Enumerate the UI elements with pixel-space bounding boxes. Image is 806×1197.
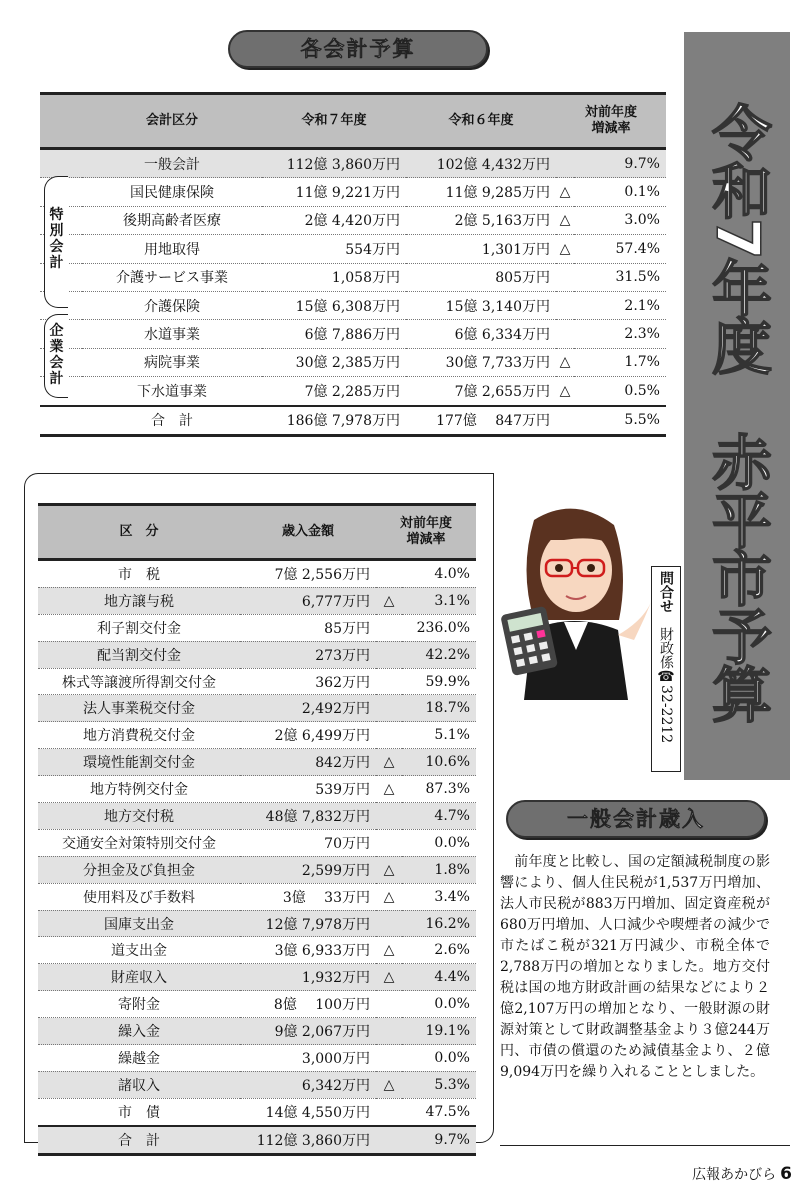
table-row xyxy=(38,668,476,695)
table-row xyxy=(38,722,476,749)
revenue-item: 配当割交付金 xyxy=(38,641,240,668)
decrease-mark: △ xyxy=(556,377,574,406)
decrease-mark xyxy=(376,641,402,668)
page-vertical-title: 令和7年度 赤平市予算 xyxy=(684,32,790,780)
contact-label: 問合せ xyxy=(658,571,674,613)
footer-rule xyxy=(500,1145,790,1146)
amount-r6: 6億 6,334万円 xyxy=(406,320,556,348)
table-row xyxy=(40,348,666,376)
revenue-item: 地方交付税 xyxy=(38,803,240,830)
decrease-mark: △ xyxy=(376,883,402,910)
revenue-amount: 273万円 xyxy=(240,641,376,668)
section-title-general-revenue: 一般会計歳入 xyxy=(506,800,766,838)
accounts-table xyxy=(40,92,666,437)
revenue-amount: 85万円 xyxy=(240,614,376,641)
special-accounts-bracket xyxy=(44,176,68,308)
header-r6: 令和６年度 xyxy=(406,94,556,149)
table-row xyxy=(40,178,666,206)
change-rate: 4.7% xyxy=(402,803,476,830)
special-accounts-label xyxy=(45,207,68,271)
header-category: 会計区分 xyxy=(82,94,262,149)
amount-r7: 6億 7,886万円 xyxy=(262,320,406,348)
table-row xyxy=(38,1045,476,1072)
decrease-mark xyxy=(376,1126,402,1154)
revenue-item: 法人事業税交付金 xyxy=(38,695,240,722)
account-name: 水道事業 xyxy=(82,320,262,348)
decrease-mark xyxy=(376,668,402,695)
revenue-amount: 112億 3,860万円 xyxy=(240,1126,376,1154)
revenue-amount: 2,599万円 xyxy=(240,856,376,883)
table-row xyxy=(38,964,476,991)
revenue-item: 交通安全対策特別交付金 xyxy=(38,829,240,856)
table-row xyxy=(40,263,666,291)
account-name: 後期高齢者医療 xyxy=(82,206,262,234)
decrease-mark xyxy=(556,291,574,319)
amount-r7: 15億 6,308万円 xyxy=(262,291,406,319)
amount-r6: 2億 5,163万円 xyxy=(406,206,556,234)
revenue-item: 使用料及び手数料 xyxy=(38,883,240,910)
table-row xyxy=(40,206,666,234)
decrease-mark xyxy=(556,406,574,436)
decrease-mark: △ xyxy=(376,776,402,803)
change-rate: 31.5% xyxy=(574,263,666,291)
amount-r7: 554万円 xyxy=(262,235,406,263)
change-rate: 0.0% xyxy=(402,829,476,856)
amount-r6: 7億 2,655万円 xyxy=(406,377,556,406)
decrease-mark: △ xyxy=(376,587,402,614)
bracket-char: 計 xyxy=(49,255,64,271)
header-rate: 対前年度 増減率 xyxy=(376,505,476,560)
table-row xyxy=(40,377,666,406)
change-rate: 59.9% xyxy=(402,668,476,695)
section-title-budgets: 各会計予算 xyxy=(228,30,488,68)
header-category: 区 分 xyxy=(38,505,240,560)
change-rate: 87.3% xyxy=(402,776,476,803)
table-row xyxy=(38,910,476,937)
change-rate: 18.7% xyxy=(402,695,476,722)
change-rate: 42.2% xyxy=(402,641,476,668)
revenue-item: 諸収入 xyxy=(38,1071,240,1098)
accounts-total-row xyxy=(40,406,666,436)
revenue-item: 地方特例交付金 xyxy=(38,776,240,803)
revenue-explanation-text: 前年度と比較し、国の定額減税制度の影響により、個人住民税が1,537万円増加、法人市民税が883万円増加、固定資産税が680万円増加、人口減少や喫煙者の減少で市たばこ税が321万円減少、市税全体で2,788万円の増加となりました。地方交付税は国の地方財政計画の結果などにより２億2,107万円の増加となり、一般財源の財源対策として財政調整基金より３億244万円、市債の償還のため減債基金より、２億9,094万円を繰り入れることとしました。 xyxy=(500,854,770,1080)
amount-r6: 30億 7,733万円 xyxy=(406,348,556,376)
change-rate: 1.7% xyxy=(574,348,666,376)
bracket-char: 特 xyxy=(49,207,64,223)
revenue-item: 市 税 xyxy=(38,560,240,588)
decrease-mark: △ xyxy=(376,749,402,776)
header-amount: 歳入金額 xyxy=(240,505,376,560)
revenue-item: 繰入金 xyxy=(38,1018,240,1045)
change-rate: 9.7% xyxy=(574,149,666,178)
amount-r6: 11億 9,285万円 xyxy=(406,178,556,206)
change-rate: 3.4% xyxy=(402,883,476,910)
amount-r7: 186億 7,978万円 xyxy=(262,406,406,436)
revenue-total-row xyxy=(38,1126,476,1154)
bracket-char: 会 xyxy=(49,355,64,371)
revenue-item: 市 債 xyxy=(38,1098,240,1125)
revenue-amount: 3億 33万円 xyxy=(240,883,376,910)
decrease-mark xyxy=(376,829,402,856)
account-name: 一般会計 xyxy=(82,149,262,178)
amount-r6: 1,301万円 xyxy=(406,235,556,263)
change-rate: 19.1% xyxy=(402,1018,476,1045)
revenue-amount: 14億 4,550万円 xyxy=(240,1098,376,1125)
table-row xyxy=(38,829,476,856)
revenue-table xyxy=(38,503,476,1156)
woman-with-calculator-illustration xyxy=(494,500,654,700)
revenue-amount: 3億 6,933万円 xyxy=(240,937,376,964)
row-spacer xyxy=(40,406,82,436)
bracket-char: 企 xyxy=(49,323,64,339)
revenue-amount: 539万円 xyxy=(240,776,376,803)
decrease-mark: △ xyxy=(376,964,402,991)
amount-r6: 805万円 xyxy=(406,263,556,291)
decrease-mark xyxy=(556,320,574,348)
revenue-item: 道支出金 xyxy=(38,937,240,964)
decrease-mark xyxy=(556,263,574,291)
change-rate: 16.2% xyxy=(402,910,476,937)
change-rate: 3.1% xyxy=(402,587,476,614)
table-row xyxy=(38,856,476,883)
table-row xyxy=(38,695,476,722)
accounts-header-row xyxy=(40,94,666,149)
change-rate: 2.1% xyxy=(574,291,666,319)
revenue-amount: 3,000万円 xyxy=(240,1045,376,1072)
revenue-item: 分担金及び負担金 xyxy=(38,856,240,883)
table-row xyxy=(40,291,666,319)
account-name: 介護サービス事業 xyxy=(82,263,262,291)
table-row xyxy=(38,1071,476,1098)
change-rate: 5.5% xyxy=(574,406,666,436)
amount-r7: 2億 4,420万円 xyxy=(262,206,406,234)
account-name: 介護保険 xyxy=(82,291,262,319)
revenue-item: 地方消費税交付金 xyxy=(38,722,240,749)
account-name: 病院事業 xyxy=(82,348,262,376)
revenue-amount: 12億 7,978万円 xyxy=(240,910,376,937)
change-rate: 4.4% xyxy=(402,964,476,991)
table-row xyxy=(38,641,476,668)
account-name: 国民健康保険 xyxy=(82,178,262,206)
table-row xyxy=(38,803,476,830)
header-rate: 対前年度 増減率 xyxy=(556,94,666,149)
account-name: 下水道事業 xyxy=(82,377,262,406)
enterprise-accounts-bracket xyxy=(44,314,68,398)
table-row xyxy=(38,1018,476,1045)
revenue-amount: 6,777万円 xyxy=(240,587,376,614)
change-rate: 1.8% xyxy=(402,856,476,883)
decrease-mark xyxy=(376,910,402,937)
revenue-amount: 1,932万円 xyxy=(240,964,376,991)
amount-r7: 112億 3,860万円 xyxy=(262,149,406,178)
decrease-mark xyxy=(376,722,402,749)
publication-name: 広報あかびら xyxy=(692,1167,777,1183)
amount-r7: 1,058万円 xyxy=(262,263,406,291)
contact-phone: 32-2212 xyxy=(658,685,674,744)
revenue-amount: 7億 2,556万円 xyxy=(240,560,376,588)
decrease-mark: △ xyxy=(556,178,574,206)
change-rate: 10.6% xyxy=(402,749,476,776)
table-row xyxy=(40,235,666,263)
table-row xyxy=(38,587,476,614)
revenue-item: 国庫支出金 xyxy=(38,910,240,937)
revenue-amount: 6,342万円 xyxy=(240,1071,376,1098)
change-rate: 3.0% xyxy=(574,206,666,234)
revenue-amount: 9億 2,067万円 xyxy=(240,1018,376,1045)
page-number: 6 xyxy=(780,1164,792,1184)
header-spacer xyxy=(40,94,82,149)
decrease-mark xyxy=(376,803,402,830)
change-rate: 47.5% xyxy=(402,1098,476,1125)
amount-r6: 102億 4,432万円 xyxy=(406,149,556,178)
contact-department: 財政係 xyxy=(658,627,674,669)
decrease-mark: △ xyxy=(556,348,574,376)
change-rate: 0.0% xyxy=(402,1045,476,1072)
revenue-amount: 842万円 xyxy=(240,749,376,776)
decrease-mark: △ xyxy=(376,937,402,964)
amount-r6: 15億 3,140万円 xyxy=(406,291,556,319)
revenue-item: 環境性能割交付金 xyxy=(38,749,240,776)
table-row xyxy=(38,937,476,964)
change-rate: 5.3% xyxy=(402,1071,476,1098)
revenue-item: 寄附金 xyxy=(38,991,240,1018)
change-rate: 5.1% xyxy=(402,722,476,749)
change-rate: 0.5% xyxy=(574,377,666,406)
table-row xyxy=(38,1098,476,1125)
decrease-mark xyxy=(376,991,402,1018)
decrease-mark xyxy=(376,560,402,588)
account-name: 合 計 xyxy=(82,406,262,436)
revenue-item: 合 計 xyxy=(38,1126,240,1154)
decrease-mark xyxy=(556,149,574,178)
change-rate: 0.0% xyxy=(402,991,476,1018)
bracket-char: 業 xyxy=(49,339,64,355)
amount-r7: 30億 2,385万円 xyxy=(262,348,406,376)
footer xyxy=(692,1164,792,1184)
revenue-amount: 70万円 xyxy=(240,829,376,856)
revenue-amount: 48億 7,832万円 xyxy=(240,803,376,830)
enterprise-accounts-label xyxy=(45,323,68,387)
table-row xyxy=(38,749,476,776)
revenue-item: 繰越金 xyxy=(38,1045,240,1072)
contact-box xyxy=(651,566,681,772)
table-row xyxy=(40,320,666,348)
account-name: 用地取得 xyxy=(82,235,262,263)
change-rate: 4.0% xyxy=(402,560,476,588)
revenue-item: 利子割交付金 xyxy=(38,614,240,641)
bracket-char: 計 xyxy=(49,371,64,387)
table-row xyxy=(38,776,476,803)
table-row xyxy=(40,149,666,178)
revenue-amount: 362万円 xyxy=(240,668,376,695)
row-spacer xyxy=(40,149,82,178)
revenue-amount: 2,492万円 xyxy=(240,695,376,722)
table-row xyxy=(38,991,476,1018)
revenue-item: 株式等譲渡所得割交付金 xyxy=(38,668,240,695)
change-rate: 57.4% xyxy=(574,235,666,263)
decrease-mark: △ xyxy=(376,856,402,883)
phone-icon: ☎ xyxy=(658,669,674,685)
change-rate: 2.6% xyxy=(402,937,476,964)
decrease-mark: △ xyxy=(376,1071,402,1098)
decrease-mark: △ xyxy=(556,206,574,234)
decrease-mark xyxy=(376,1098,402,1125)
revenue-header-row xyxy=(38,505,476,560)
table-row xyxy=(38,560,476,588)
change-rate: 0.1% xyxy=(574,178,666,206)
decrease-mark xyxy=(376,614,402,641)
table-row xyxy=(38,883,476,910)
decrease-mark xyxy=(376,695,402,722)
bracket-char: 会 xyxy=(49,239,64,255)
revenue-item: 財産収入 xyxy=(38,964,240,991)
header-r7: 令和７年度 xyxy=(262,94,406,149)
change-rate: 9.7% xyxy=(402,1126,476,1154)
amount-r7: 7億 2,285万円 xyxy=(262,377,406,406)
decrease-mark: △ xyxy=(556,235,574,263)
bracket-char: 別 xyxy=(49,223,64,239)
amount-r6: 177億 847万円 xyxy=(406,406,556,436)
revenue-item: 地方譲与税 xyxy=(38,587,240,614)
amount-r7: 11億 9,221万円 xyxy=(262,178,406,206)
decrease-mark xyxy=(376,1045,402,1072)
decrease-mark xyxy=(376,1018,402,1045)
revenue-amount: 2億 6,499万円 xyxy=(240,722,376,749)
change-rate: 236.0% xyxy=(402,614,476,641)
change-rate: 2.3% xyxy=(574,320,666,348)
table-row xyxy=(38,614,476,641)
revenue-amount: 8億 100万円 xyxy=(240,991,376,1018)
